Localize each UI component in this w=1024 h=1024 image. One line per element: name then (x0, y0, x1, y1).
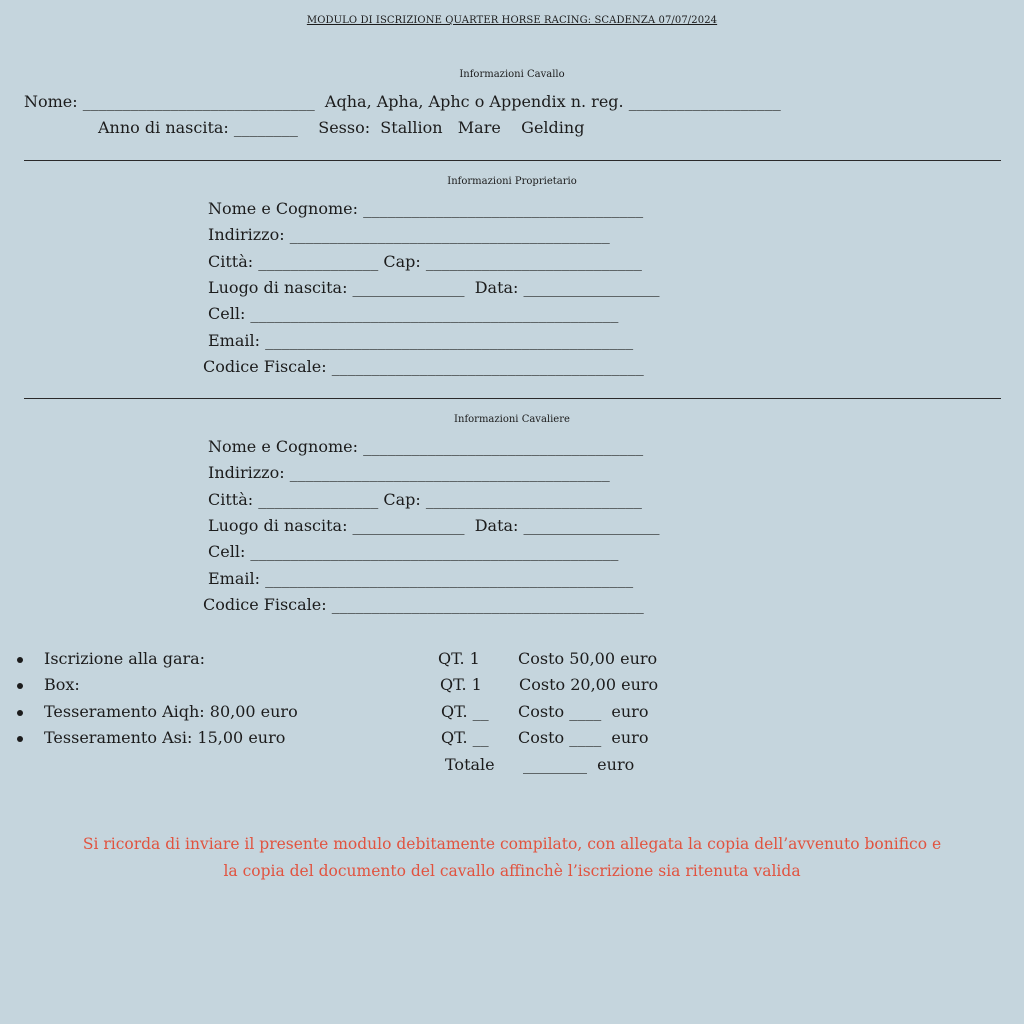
rider-city-cap-field: Città: _______________ Cap: ___________________________ (208, 490, 642, 509)
fee-qty: QT. __ (441, 728, 489, 747)
owner-name-field: Nome e Cognome: ___________________________________ (208, 199, 644, 218)
fee-qty: QT. 1 (440, 675, 482, 694)
owner-cell-field: Cell: ______________________________________________ (208, 304, 619, 323)
total-label: Totale (445, 755, 495, 774)
rider-cell-field: Cell: ______________________________________________ (208, 542, 619, 561)
bullet-icon (17, 683, 23, 689)
fee-qty: QT. __ (441, 702, 489, 721)
total-value: ________ euro (523, 755, 635, 774)
fee-cost: Costo 50,00 euro (518, 649, 658, 668)
reminder-note-line-1: Si ricorda di inviare il presente modulo debitamente compilato, con allegata la copia dell’avvenuto bonifico e (82, 835, 942, 853)
rider-tax-code-field: Codice Fiscale: _______________________________________ (203, 595, 644, 614)
bullet-icon (17, 710, 23, 716)
fee-qty: QT. 1 (438, 649, 480, 668)
rider-address-field: Indirizzo: ________________________________________ (208, 463, 610, 482)
owner-section-heading: Informazioni Proprietario (447, 176, 577, 187)
rider-name-field: Nome e Cognome: ___________________________________ (208, 437, 644, 456)
fee-cost: Costo ____ euro (518, 702, 649, 721)
rider-email-field: Email: ______________________________________________ (208, 569, 634, 588)
fee-cost: Costo ____ euro (518, 728, 649, 747)
section-divider (24, 160, 1001, 161)
fee-label: Box: (44, 675, 80, 694)
bullet-icon (17, 736, 23, 742)
bullet-icon (17, 657, 23, 663)
fee-label: Tesseramento Asi: 15,00 euro (44, 728, 286, 747)
horse-birth-sex-line: Anno di nascita: ________ Sesso: Stallion Mare Gelding (98, 118, 585, 137)
fee-label: Tesseramento Aiqh: 80,00 euro (44, 702, 298, 721)
fee-cost: Costo 20,00 euro (519, 675, 659, 694)
fee-label: Iscrizione alla gara: (44, 649, 206, 668)
reminder-note-line-2: la copia del documento del cavallo affinchè l’iscrizione sia ritenuta valida (223, 862, 801, 880)
section-divider (24, 398, 1001, 399)
rider-section-heading: Informazioni Cavaliere (454, 414, 570, 425)
horse-section-heading: Informazioni Cavallo (459, 69, 565, 80)
horse-name-registration-line: Nome: _____________________________ Aqha, Apha, Aphc o Appendix n. reg. ___________________ (24, 92, 781, 111)
owner-tax-code-field: Codice Fiscale: _______________________________________ (203, 357, 644, 376)
rider-birthplace-date-field: Luogo di nascita: ______________ Data: _________________ (208, 516, 660, 535)
owner-address-field: Indirizzo: ________________________________________ (208, 225, 610, 244)
owner-email-field: Email: ______________________________________________ (208, 331, 634, 350)
owner-birthplace-date-field: Luogo di nascita: ______________ Data: _________________ (208, 278, 660, 297)
form-title: MODULO DI ISCRIZIONE QUARTER HORSE RACING: SCADENZA 07/07/2024 (306, 15, 718, 26)
owner-city-cap-field: Città: _______________ Cap: ___________________________ (208, 252, 642, 271)
